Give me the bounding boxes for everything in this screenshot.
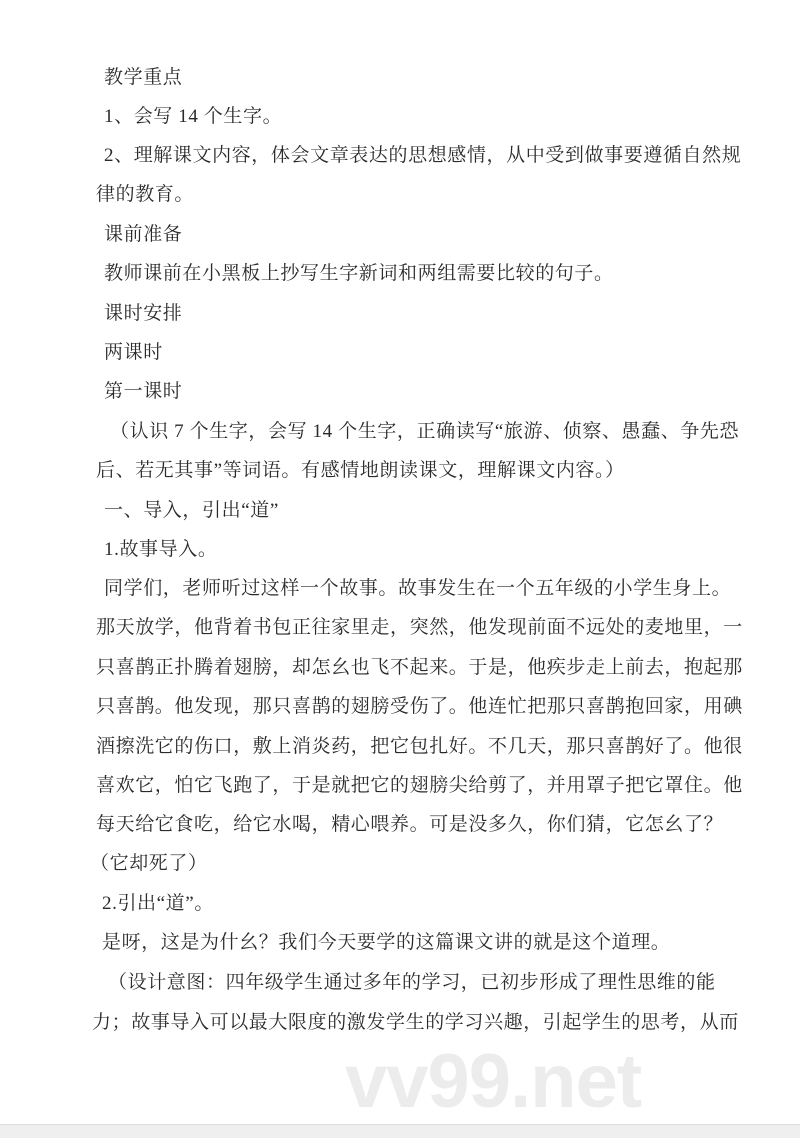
heading-teaching-focus: 教学重点 <box>104 67 183 88</box>
text-line: 喜欢它，怕它飞跑了，于是就把它的翅膀尖给剪了，并用罩子把它罩住。他 <box>96 775 743 796</box>
text-line: 1、会写 14 个生字。 <box>104 106 283 127</box>
text-line: （认识 7 个生字，会写 14 个生字，正确读写“旅游、侦察、愚蠢、争先恐 <box>110 421 740 442</box>
text-line: 后、若无其事”等词语。有感情地朗读课文，理解课文内容。） <box>96 460 625 481</box>
text-line: 两课时 <box>104 342 163 363</box>
text-line: 是呀，这是为什幺？我们今天要学的这篇课文讲的就是这个道理。 <box>102 932 671 953</box>
subsection-heading: 2.引出“道”。 <box>102 893 214 914</box>
watermark: vv99.net <box>345 1039 642 1124</box>
text-line: 教师课前在小黑板上抄写生字新词和两组需要比较的句子。 <box>104 263 614 284</box>
text-line: 同学们，老师听过这样一个故事。故事发生在一个五年级的小学生身上。 <box>104 578 732 599</box>
page-bottom-bar <box>0 1124 800 1138</box>
section-heading: 一、导入，引出“道” <box>104 500 279 521</box>
text-line: 酒擦洗它的伤口，敷上消炎药，把它包扎好。不几天，那只喜鹊好了。他很 <box>96 736 743 757</box>
text-line: 只喜鹊。他发现，那只喜鹊的翅膀受伤了。他连忙把那只喜鹊抱回家，用碘 <box>96 696 743 717</box>
subsection-heading: 1.故事导入。 <box>104 539 218 560</box>
text-line: 每天给它食吃，给它水喝，精心喂养。可是没多久，你们猜，它怎幺了？ <box>96 814 724 835</box>
text-line: 力；故事导入可以最大限度的激发学生的学习兴趣，引起学生的思考，从而 <box>92 1012 739 1033</box>
heading-schedule: 课时安排 <box>104 303 183 324</box>
heading-preparation: 课前准备 <box>104 224 183 245</box>
text-line: （设计意图：四年级学生通过多年的学习，已初步形成了理性思维的能 <box>108 972 716 993</box>
text-line: （它却死了） <box>90 853 208 874</box>
text-line: 2、理解课文内容，体会文章表达的思想感情，从中受到做事要遵循自然规 <box>104 145 742 166</box>
text-line: 那天放学，他背着书包正往家里走，突然，他发现前面不远处的麦地里，一 <box>96 617 743 638</box>
heading-first-lesson: 第一课时 <box>104 381 183 402</box>
text-line: 律的教育。 <box>96 184 195 205</box>
text-line: 只喜鹊正扑腾着翅膀，却怎幺也飞不起来。于是，他疾步走上前去，抱起那 <box>96 657 743 678</box>
